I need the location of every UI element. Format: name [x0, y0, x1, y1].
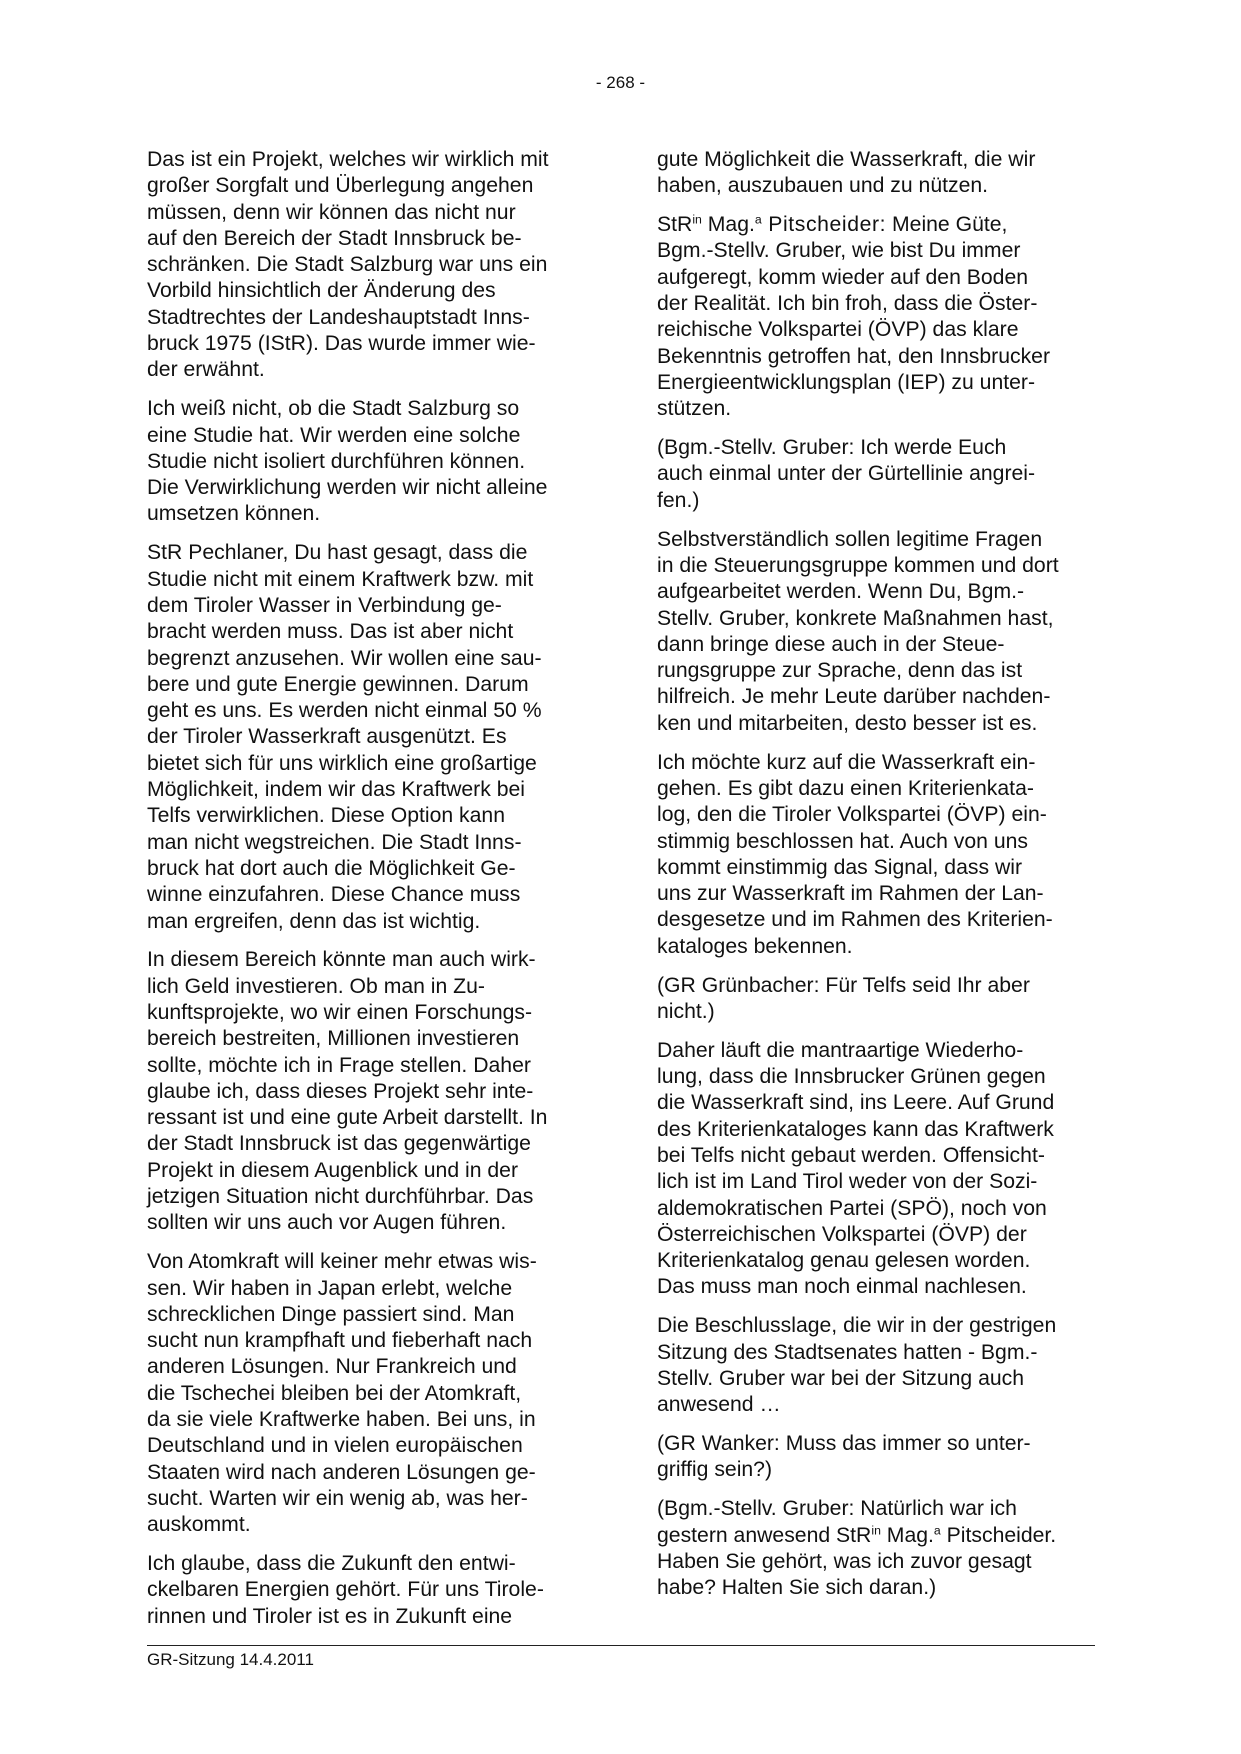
footer-text: GR-Sitzung 14.4.2011 [147, 1650, 314, 1669]
paragraph: Die Beschlusslage, die wir in der gestrigen Sitzung des Stadtsenates hatten - Bgm.- Stellv. Gruber war bei der Sitzung auch anwesend … [657, 1314, 1057, 1417]
superscript: in [692, 212, 702, 227]
speaker-paragraph [657, 212, 1102, 422]
paragraph: Selbstverständlich sollen legitime Fragen in die Steuerungsgruppe kommen und dort aufgearbeitet werden. Wenn Du, Bgm.- Stellv. Gruber, konkrete Maßnahmen hast, dann bringe diese auch in der Steue- rungsgruppe zur Sprache, denn das ist hilfreich. Je mehr Leute darüber nachden- ken und mitarbeiten, desto besser ist es. [657, 527, 1059, 735]
paragraph: Das ist ein Projekt, welches wir wirklich mit großer Sorgfalt und Überlegung angehen müssen, denn wir können das nicht nur auf den Bereich der Stadt Innsbruck be- schränken. Die Stadt Salzburg war uns ein Vorbild hinsichtlich der Änderung des Stadtrechtes der Landeshauptstadt Inns- bruck 1975 (IStR). Das wurde immer wie- der erwähnt. [147, 148, 549, 382]
paragraph: StR Pechlaner, Du hast gesagt, dass die Studie nicht mit einem Kraftwerk bzw. mit dem Tiroler Wasser in Verbindung ge- bracht werden muss. Das ist aber nicht begrenzt anzusehen. Wir wollen eine sau- bere und gute Energie gewinnen. Darum geht es uns. Es werden nicht einmal 50 % der Tiroler Wasserkraft ausgenützt. Es bietet sich für uns wirklich eine großartige Möglichkeit, indem wir das Kraftwerk bei Telfs verwirklichen. Diese Option kann man nicht wegstreichen. Die Stadt Inns- bruck hat dort auch die Möglichkeit Ge- winne einzufahren. Diese Chance muss man ergreifen, denn das ist wichtig. [147, 541, 542, 933]
paragraph: In diesem Bereich könnte man auch wirk- lich Geld investieren. Ob man in Zu- kunftsprojekte, wo wir einen Forschungs- bereich bestreiten, Millionen investieren sollte, möchte ich in Frage stellen. Daher glaube ich, dass dieses Projekt sehr inte- ressant ist und eine gute Arbeit darstellt. In der Stadt Innsbruck ist das gegenwärtige Projekt in diesem Augenblick und in der jetzigen Situation nicht durchführbar. Das sollten wir uns auch vor Augen führen. [147, 948, 548, 1235]
speech-text: Meine Güte, Bgm.-Stellv. Gruber, wie bist Du immer aufgeregt, komm wieder auf den Boden der Realität. Ich bin froh, dass die Öster- reichische Volkspartei (ÖVP) das klare Bekenntnis getroffen hat, den Innsbrucker Energieentwicklungsplan (IEP) zu unter- stützen. [657, 213, 1051, 421]
page-number: - 268 - [595, 73, 646, 92]
interjection: (GR Wanker: Muss das immer so unter- griffig sein?) [657, 1432, 1031, 1482]
interjection-text: Mag. [880, 1523, 934, 1547]
speaker-title: Mag. [701, 213, 755, 237]
interjection-text: Pitscheider. Haben Sie gehört, was ich zuvor gesagt habe? Halten Sie sich daran.) [657, 1523, 1057, 1600]
paragraph: Von Atomkraft will keiner mehr etwas wis- sen. Wir haben in Japan erlebt, welche schrecklichen Dinge passiert sind. Man sucht nun krampfhaft und fieberhaft nach anderen Lösungen. Nur Frankreich und die Tschechei bleiben bei der Atomkraft, da sie viele Kraftwerke haben. Bei uns, in Deutschland und in vielen europäischen Staaten wird nach anderen Lösungen ge- sucht. Warten wir ein wenig ab, was her- auskommt. [147, 1250, 537, 1537]
superscript: in [871, 1522, 881, 1537]
paragraph: Ich weiß nicht, ob die Stadt Salzburg so eine Studie hat. Wir werden eine solche Studie nicht isoliert durchführen können. Die Verwirklichung werden wir nicht alleine umsetzen können. [147, 397, 548, 526]
paragraph: Daher läuft die mantraartige Wiederho- lung, dass die Innsbrucker Grünen gegen die Wasserkraft sind, ins Leere. Auf Grund des Kriterienkataloges kann das Kraftwerk bei Telfs nicht gebaut werden. Offensicht- lich ist im Land Tirol weder von der Sozi- aldemokratischen Partei (SPÖ), noch von Österreichischen Volkspartei (ÖVP) der Kriterienkatalog genau gelesen worden. Das muss man noch einmal nachlesen. [657, 1038, 1055, 1299]
interjection: (Bgm.-Stellv. Gruber: Ich werde Euch auch einmal unter der Gürtellinie angrei- fen.) [657, 436, 1036, 512]
interjection [657, 1496, 1102, 1601]
footer-rule [147, 1645, 1095, 1646]
speaker-name: Pitscheider: [761, 213, 887, 237]
interjection: (GR Grünbacher: Für Telfs seid Ihr aber nicht.) [657, 973, 1030, 1023]
interjection-text: (Bgm.-Stellv. Gruber: Natürlich war ich gestern anwesend StR [657, 1497, 1017, 1547]
superscript: a [754, 212, 762, 227]
paragraph: gute Möglichkeit die Wasserkraft, die wir haben, auszubauen und zu nützen. [657, 148, 1036, 198]
left-column [147, 147, 587, 1643]
superscript: a [933, 1522, 941, 1537]
right-column [657, 147, 1102, 1614]
speaker-title: StR [657, 213, 693, 237]
paragraph: Ich möchte kurz auf die Wasserkraft ein- gehen. Es gibt dazu einen Kriterienkata- log, den die Tiroler Volkspartei (ÖVP) ein- stimmig beschlossen hat. Auch von uns kommt einstimmig das Signal, dass wir uns zur Wasserkraft im Rahmen der Lan- desgesetze und im Rahmen des Kriterien- kataloges bekennen. [657, 750, 1053, 958]
paragraph: Ich glaube, dass die Zukunft den entwi- ckelbaren Energien gehört. Für uns Tirole- rinnen und Tiroler ist es in Zukunft eine [147, 1552, 544, 1628]
